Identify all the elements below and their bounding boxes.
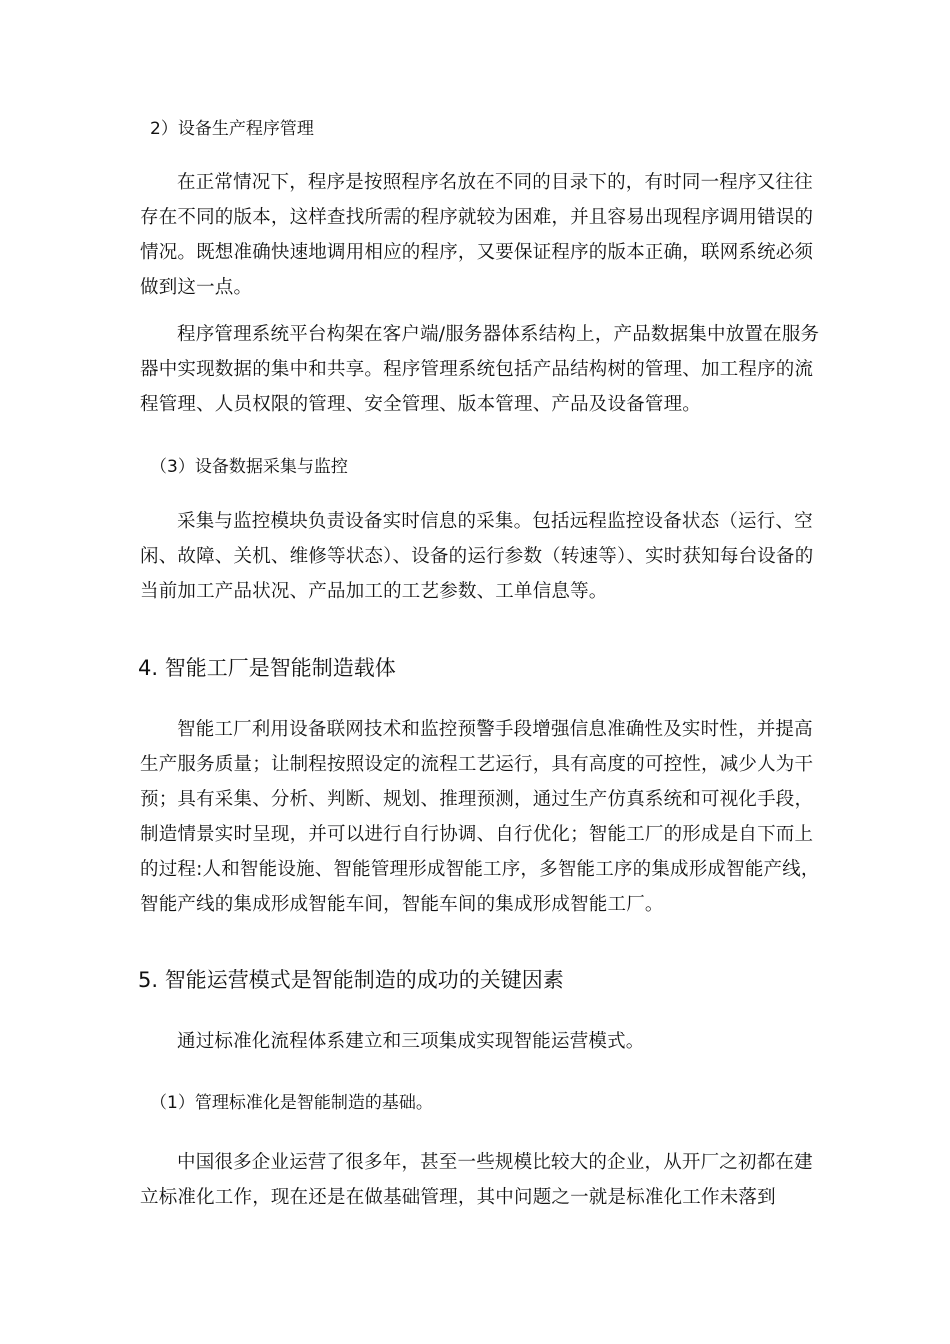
paragraph-program-versions: 在正常情况下，程序是按照程序名放在不同的目录下的，有时同一程序又往往存在不同的版本，这样查找所需的程序就较为困难，并且容易出现程序调用错误的情况。既想准确快速地调用相应的程序，又要保证程序的版本正确，联网系统必须做到这一点。 [140,172,814,298]
subsection-heading-program-management: 2）设备生产程序管理 [150,119,314,139]
paragraph-operation-intro: 通过标准化流程体系建立和三项集成实现智能运营模式。 [177,1031,645,1052]
paragraph-program-platform: 程序管理系统平台构架在客户端/服务器体系结构上，产品数据集中放置在服务器中实现数据的集中和共享。程序管理系统包括产品结构树的管理、加工程序的流程管理、人员权限的管理、安全管理、版本管理、产品及设备管理。 [140,324,820,415]
paragraph-standardization: 中国很多企业运营了很多年，甚至一些规模比较大的企业，从开厂之初都在建立标准化工作，现在还是在做基础管理，其中问题之一就是标准化工作未落到 [140,1152,813,1208]
subsection-heading-data-collection: （3）设备数据采集与监控 [150,457,348,477]
section-heading-smart-factory: 4. 智能工厂是智能制造载体 [138,656,396,680]
section-heading-smart-operation: 5. 智能运营模式是智能制造的成功的关键因素 [138,968,564,992]
subsection-heading-standardization: （1）管理标准化是智能制造的基础。 [150,1093,433,1113]
paragraph-smart-factory: 智能工厂利用设备联网技术和监控预警手段增强信息准确性及实时性，并提高生产服务质量；让制程按照设定的流程工艺运行，具有高度的可控性，减少人为干预；具有采集、分析、判断、规划、推理预测，通过生产仿真系统和可视化手段，制造情景实时呈现，并可以进行自行协调、自行优化；智能工厂的形成是自下而上的过程:人和智能设施、智能管理形成智能工序，多智能工序的集成形成智能产线，智能产线的集成形成智能车间，智能车间的集成形成智能工厂。 [140,719,820,915]
paragraph-data-collection: 采集与监控模块负责设备实时信息的采集。包括远程监控设备状态（运行、空闲、故障、关机、维修等状态）、设备的运行参数（转速等）、实时获知每台设备的当前加工产品状况、产品加工的工艺参数、工单信息等。 [140,511,814,602]
